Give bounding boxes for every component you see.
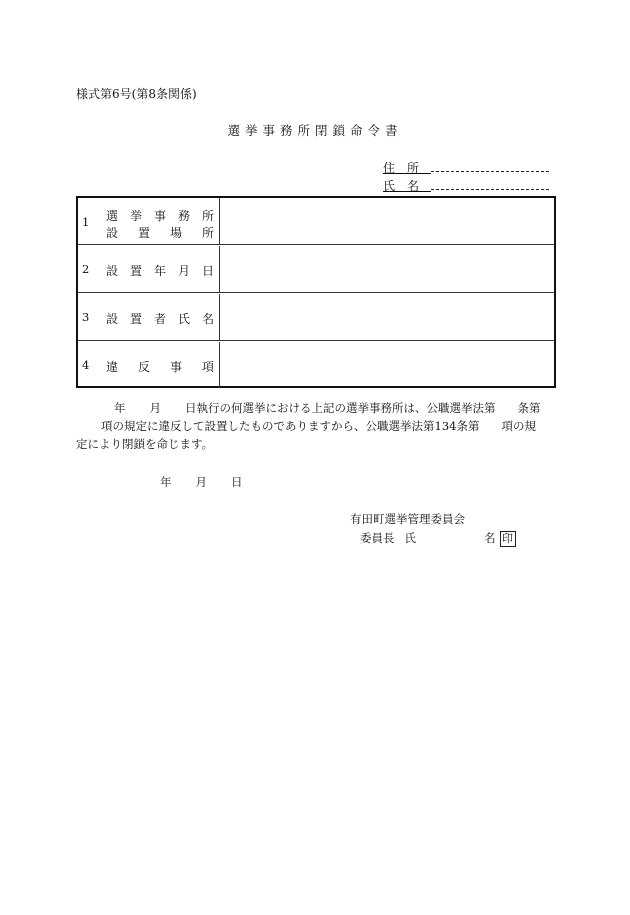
body-text-1: 日執行の何選挙における上記の選挙事務所は、公職選挙法第: [185, 401, 496, 415]
date-year: 年: [160, 475, 172, 489]
row-value-cell[interactable]: [220, 198, 554, 244]
address-label: 住所: [383, 161, 432, 175]
row-number: 2: [82, 262, 90, 276]
date-line: [160, 474, 243, 490]
row-value-cell[interactable]: [220, 342, 554, 388]
row-label-cell: [78, 294, 220, 340]
row-label: 選挙事務所: [106, 209, 214, 223]
body-text-2-end: 項の規: [501, 419, 536, 433]
chair-line: [360, 530, 516, 547]
document-title: 選挙事務所閉鎖命令書: [227, 123, 403, 138]
row-label: 設置年月日: [106, 264, 214, 278]
row-label: 違反事項: [106, 360, 214, 374]
chair-shi: 氏: [404, 531, 416, 545]
row-number: 3: [82, 310, 90, 324]
chair-title: 委員長: [360, 531, 395, 545]
body-line-3: 定により閉鎖を命じます。: [76, 437, 214, 451]
table-row: [78, 198, 554, 245]
row-label: 設置場所: [106, 226, 214, 240]
date-month: 月: [195, 475, 207, 489]
address-line: [383, 159, 549, 176]
table-row: [78, 342, 554, 388]
row-number: 1: [82, 215, 90, 229]
chair-mei: 名: [484, 531, 496, 545]
seal-mark: 印: [500, 531, 516, 547]
body-line-1: [114, 400, 541, 416]
row-label-cell: [78, 198, 220, 244]
address-blank: [431, 161, 549, 172]
name-label: 氏名: [383, 179, 432, 193]
table-row: [78, 294, 554, 341]
row-value-cell[interactable]: [220, 246, 554, 292]
row-number: 4: [82, 358, 90, 372]
body-month: 月: [149, 401, 161, 415]
body-year: 年: [114, 401, 126, 415]
body-line-2: [101, 418, 536, 434]
body-text-1-end: 条第: [517, 401, 541, 415]
date-day: 日: [231, 475, 243, 489]
row-label-cell: [78, 246, 220, 292]
name-blank: [431, 179, 549, 190]
row-label: 設置者氏名: [106, 312, 214, 326]
name-line: [383, 177, 549, 194]
form-table: [76, 196, 556, 388]
form-number: 様式第6号(第8条関係): [76, 87, 197, 101]
row-value-cell[interactable]: [220, 294, 554, 340]
table-row: [78, 246, 554, 293]
committee-name: 有田町選挙管理委員会: [350, 512, 465, 526]
body-text-2: 項の規定に違反して設置したものでありますから、公職選挙法第134条第: [101, 419, 480, 433]
row-label-cell: [78, 342, 220, 388]
